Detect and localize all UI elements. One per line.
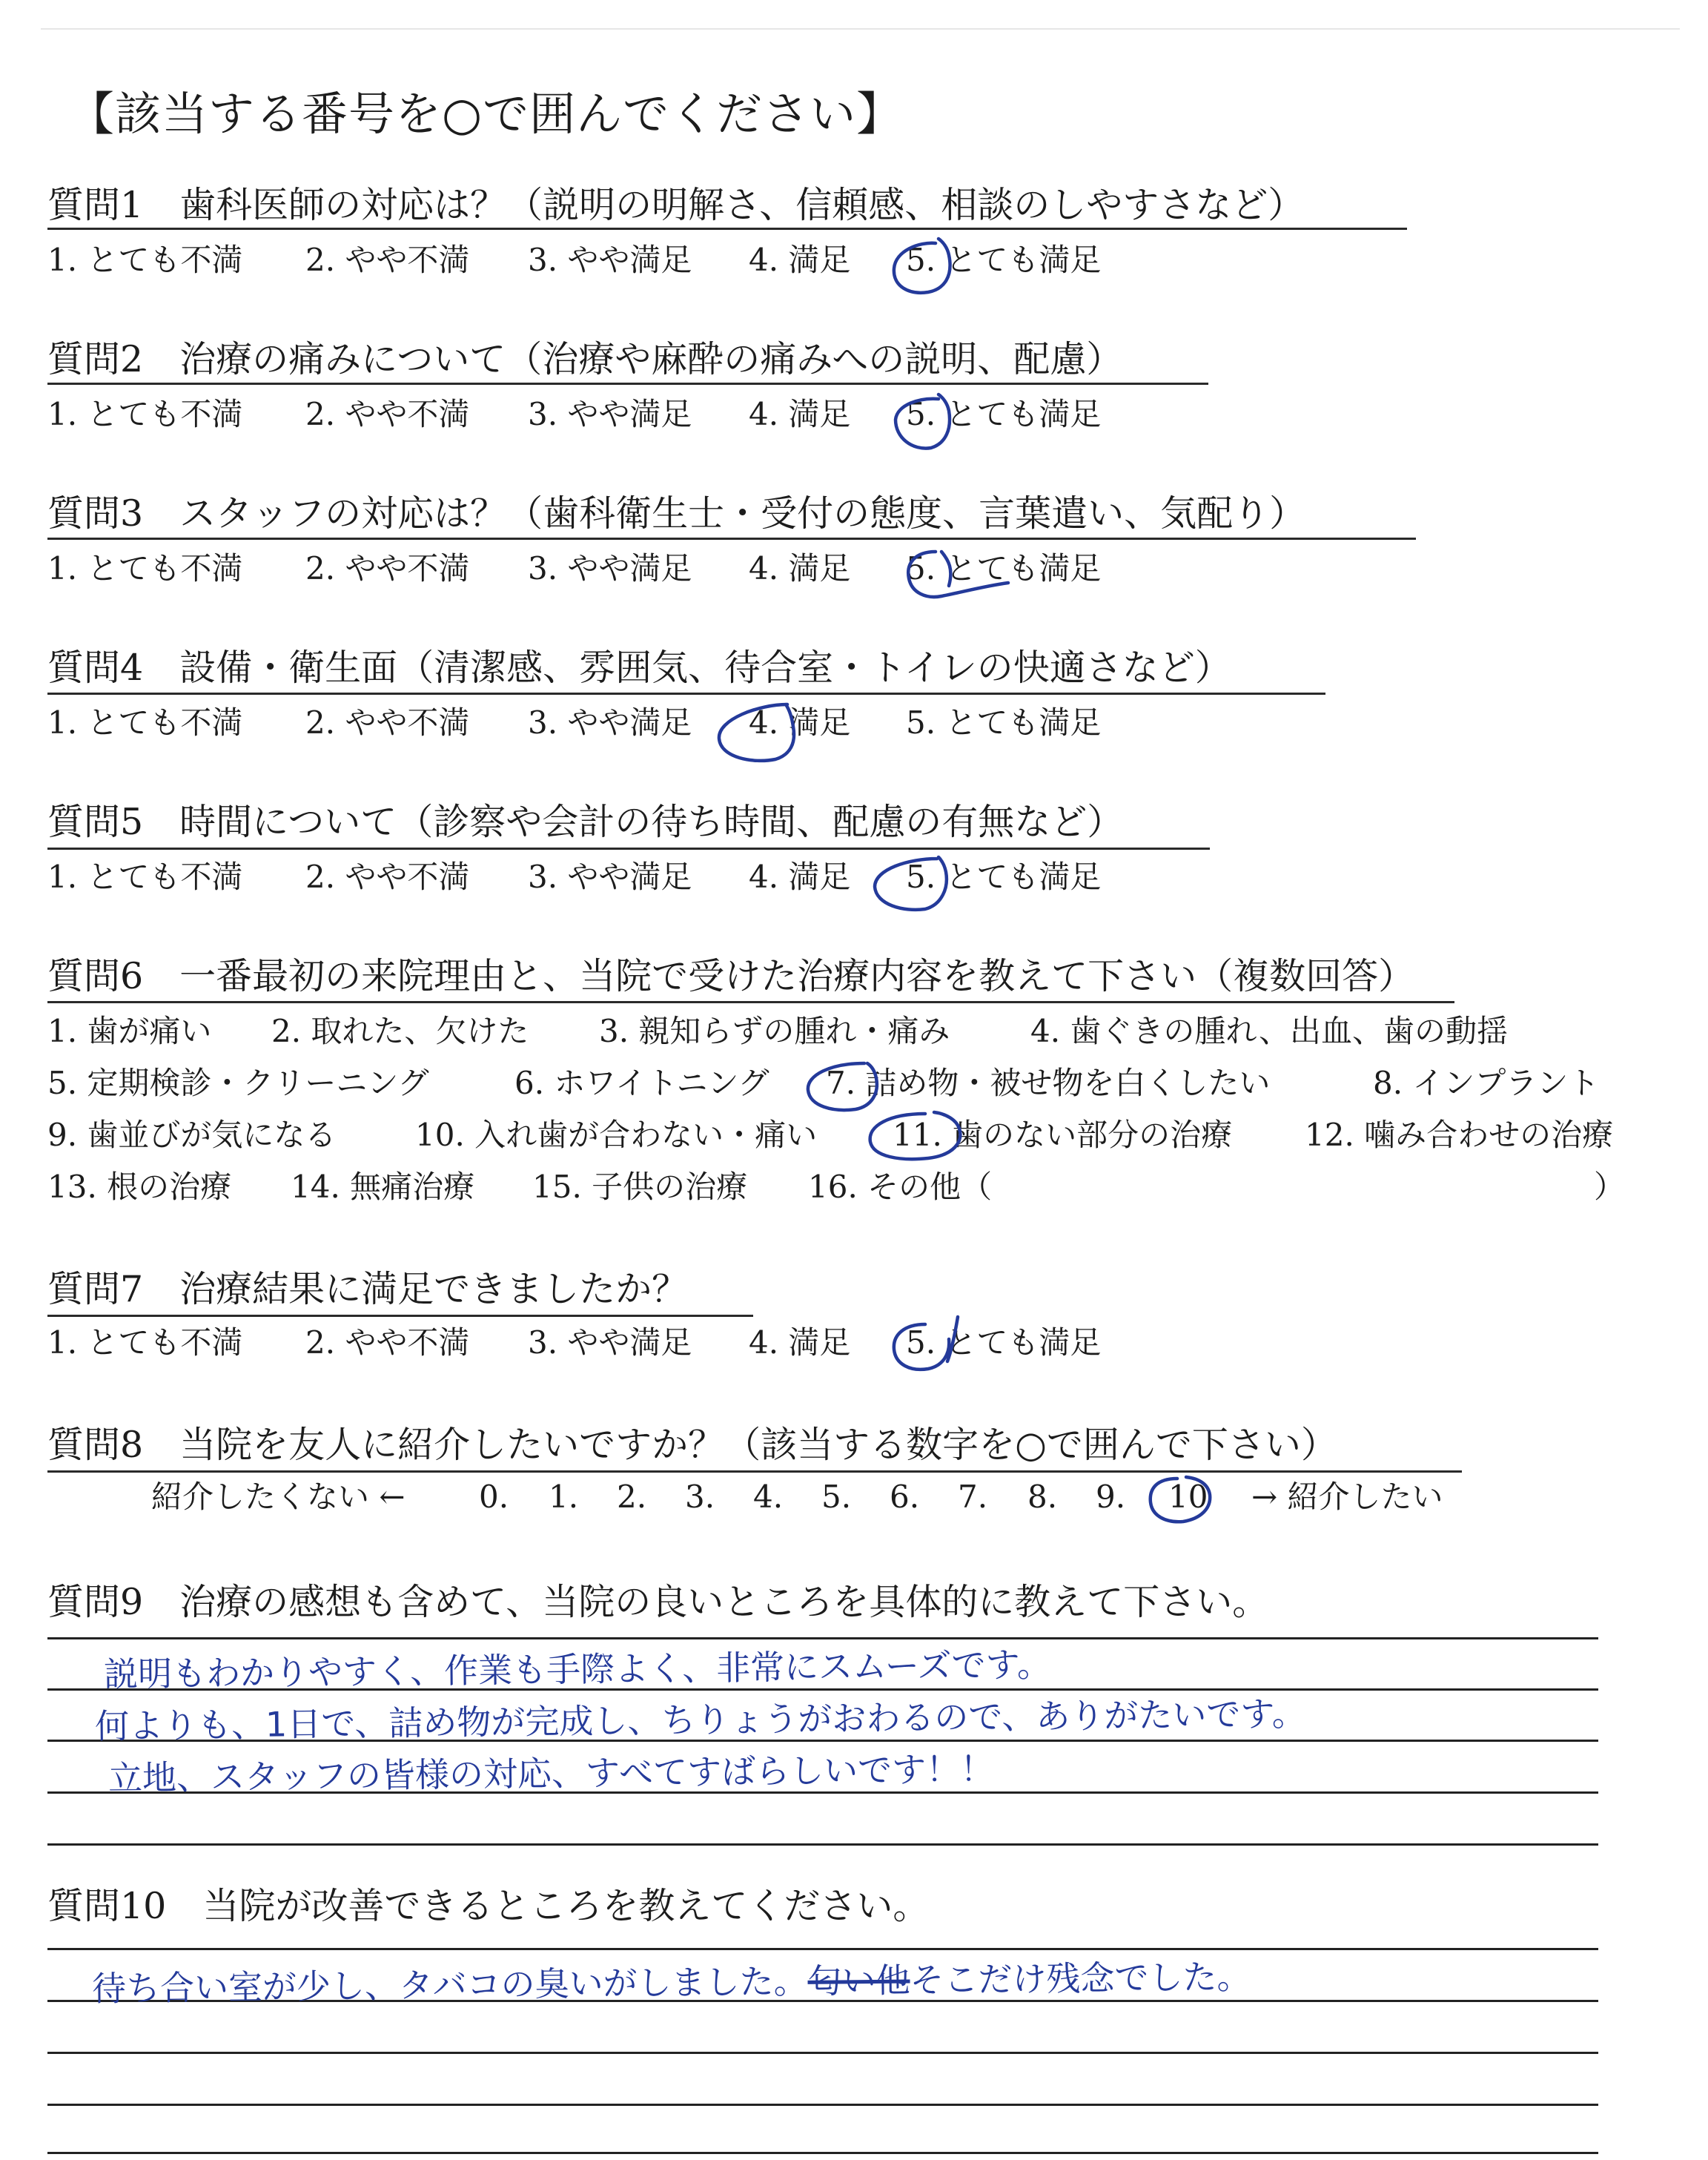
- option-2[interactable]: 2. やや不満: [305, 550, 470, 587]
- option-4[interactable]: 4. 満足: [749, 396, 851, 432]
- question-title: 質問2 治療の痛みについて（治療や麻酔の痛みへの説明、配慮）: [47, 338, 1123, 380]
- question-title: 質問7 治療結果に満足できましたか？: [47, 1268, 689, 1310]
- question-underline: [47, 1001, 1454, 1003]
- option-5[interactable]: 5. とても満足: [906, 859, 1102, 895]
- score-0[interactable]: 0.: [479, 1479, 509, 1515]
- reason-4[interactable]: 4. 歯ぐきの腫れ、出血、歯の動揺: [1030, 1013, 1508, 1049]
- question-underline: [47, 1470, 1462, 1473]
- scale-right-label: → 紹介したい: [1251, 1479, 1443, 1515]
- option-3[interactable]: 3. やや満足: [528, 396, 692, 432]
- answer-text: 待ち合い室が少し、タバコの臭いがしました。: [91, 1961, 808, 2009]
- reason-2[interactable]: 2. 取れた、欠けた: [271, 1013, 529, 1049]
- question-title: 質問10 当院が改善できるところを教えてください。: [47, 1885, 930, 1927]
- reason-9[interactable]: 9. 歯並びが気になる: [47, 1117, 337, 1153]
- option-5[interactable]: 5. とても満足: [906, 550, 1102, 587]
- answer-line: [47, 1843, 1598, 1846]
- question-underline: [47, 538, 1416, 540]
- option-4[interactable]: 4. 満足: [749, 704, 851, 741]
- option-5[interactable]: 5. とても満足: [906, 1324, 1102, 1361]
- question-underline: [47, 228, 1407, 230]
- option-5[interactable]: 5. とても満足: [906, 704, 1102, 741]
- option-2[interactable]: 2. やや不満: [305, 859, 470, 895]
- score-7[interactable]: 7.: [958, 1479, 988, 1515]
- question-title: 質問8 当院を友人に紹介したいですか？（該当する数字を○で囲んで下さい）: [47, 1424, 1337, 1466]
- option-1[interactable]: 1. とても不満: [47, 396, 243, 432]
- option-2[interactable]: 2. やや不満: [305, 396, 470, 432]
- other-close-paren: ）: [1594, 1169, 1626, 1205]
- reason-6[interactable]: 6. ホワイトニング: [514, 1065, 769, 1101]
- reason-3[interactable]: 3. 親知らずの腫れ・痛み: [599, 1013, 950, 1049]
- reason-16[interactable]: 16. その他（: [808, 1169, 993, 1205]
- option-3[interactable]: 3. やや満足: [528, 859, 692, 895]
- option-1[interactable]: 1. とても不満: [47, 859, 243, 895]
- score-9[interactable]: 9.: [1096, 1479, 1126, 1515]
- reason-8[interactable]: 8. インプラント: [1373, 1065, 1600, 1101]
- option-3[interactable]: 3. やや満足: [528, 550, 692, 587]
- reason-11[interactable]: 11. 歯のない部分の治療: [893, 1117, 1233, 1153]
- reason-5[interactable]: 5. 定期検診・クリーニング: [47, 1065, 429, 1101]
- option-4[interactable]: 4. 満足: [749, 242, 851, 278]
- answer-line: [47, 2052, 1598, 2054]
- option-4[interactable]: 4. 満足: [749, 550, 851, 587]
- reason-12[interactable]: 12. 噛み合わせの治療: [1305, 1117, 1614, 1153]
- question-title: 質問1 歯科医師の対応は？（説明の明解さ、信頼感、相談のしやすさなど）: [47, 184, 1305, 226]
- reason-15[interactable]: 15. 子供の治療: [532, 1169, 748, 1205]
- form-heading: 【該当する番号を○で囲んでください】: [68, 87, 904, 141]
- score-4[interactable]: 4.: [753, 1479, 784, 1515]
- answer-text: そこだけ残念でした。: [910, 1956, 1251, 2001]
- answer-line: [47, 1637, 1598, 1639]
- question-title: 質問4 設備・衛生面（清潔感、雰囲気、待合室・トイレの快適さなど）: [47, 647, 1231, 689]
- question-title: 質問3 スタッフの対応は？（歯科衛生士・受付の態度、言葉遣い、気配り）: [47, 492, 1306, 535]
- question-title: 質問5 時間について（診察や会計の待ち時間、配慮の有無など）: [47, 801, 1124, 843]
- option-3[interactable]: 3. やや満足: [528, 704, 692, 741]
- question-underline: [47, 848, 1210, 850]
- score-3[interactable]: 3.: [685, 1479, 715, 1515]
- handwritten-answer[interactable]: 立地、スタッフの皆様の対応、すべてすばらしいです！！: [107, 1748, 995, 1798]
- option-3[interactable]: 3. やや満足: [528, 1324, 692, 1361]
- question-underline: [47, 693, 1325, 695]
- question-title: 質問6 一番最初の来院理由と、当院で受けた治療内容を教えて下さい（複数回答）: [47, 955, 1415, 997]
- handwritten-answer[interactable]: 何よりも、1日で、詰め物が完成し、ちりょうがおわるので、ありがたいです。: [94, 1693, 1306, 1746]
- option-3[interactable]: 3. やや満足: [528, 242, 692, 278]
- score-1[interactable]: 1.: [549, 1479, 579, 1515]
- answer-line: [47, 1948, 1598, 1950]
- option-4[interactable]: 4. 満足: [749, 859, 851, 895]
- answer-line: [47, 2152, 1598, 2154]
- question-underline: [47, 1315, 753, 1317]
- struck-out-text: 匂い他: [807, 1960, 910, 2001]
- reason-14[interactable]: 14. 無痛治療: [291, 1169, 475, 1205]
- option-1[interactable]: 1. とても不満: [47, 550, 243, 587]
- option-4[interactable]: 4. 満足: [749, 1324, 851, 1361]
- score-6[interactable]: 6.: [890, 1479, 920, 1515]
- question-underline: [47, 383, 1208, 385]
- handwritten-answer[interactable]: 説明もわかりやすく、作業も手際よく、非常にスムーズです。: [103, 1644, 1052, 1694]
- reason-1[interactable]: 1. 歯が痛い: [47, 1013, 212, 1049]
- scale-left-label: 紹介したくない ←: [151, 1479, 406, 1515]
- option-1[interactable]: 1. とても不満: [47, 704, 243, 741]
- option-2[interactable]: 2. やや不満: [305, 704, 470, 741]
- option-1[interactable]: 1. とても不満: [47, 242, 243, 278]
- score-2[interactable]: 2.: [617, 1479, 647, 1515]
- question-title: 質問9 治療の感想も含めて、当院の良いところを具体的に教えて下さい。: [47, 1581, 1269, 1623]
- option-2[interactable]: 2. やや不満: [305, 242, 470, 278]
- reason-13[interactable]: 13. 根の治療: [47, 1169, 232, 1205]
- option-1[interactable]: 1. とても不満: [47, 1324, 243, 1361]
- score-8[interactable]: 8.: [1027, 1479, 1058, 1515]
- option-2[interactable]: 2. やや不満: [305, 1324, 470, 1361]
- option-5[interactable]: 5. とても満足: [906, 396, 1102, 432]
- reason-7[interactable]: 7. 詰め物・被せ物を白くしたい: [826, 1065, 1271, 1101]
- answer-line: [47, 2104, 1598, 2106]
- option-5[interactable]: 5. とても満足: [906, 242, 1102, 278]
- reason-10[interactable]: 10. 入れ歯が合わない・痛い: [415, 1117, 818, 1153]
- score-10[interactable]: 10: [1168, 1479, 1208, 1515]
- score-5[interactable]: 5.: [821, 1479, 852, 1515]
- page-top-border: [41, 28, 1680, 30]
